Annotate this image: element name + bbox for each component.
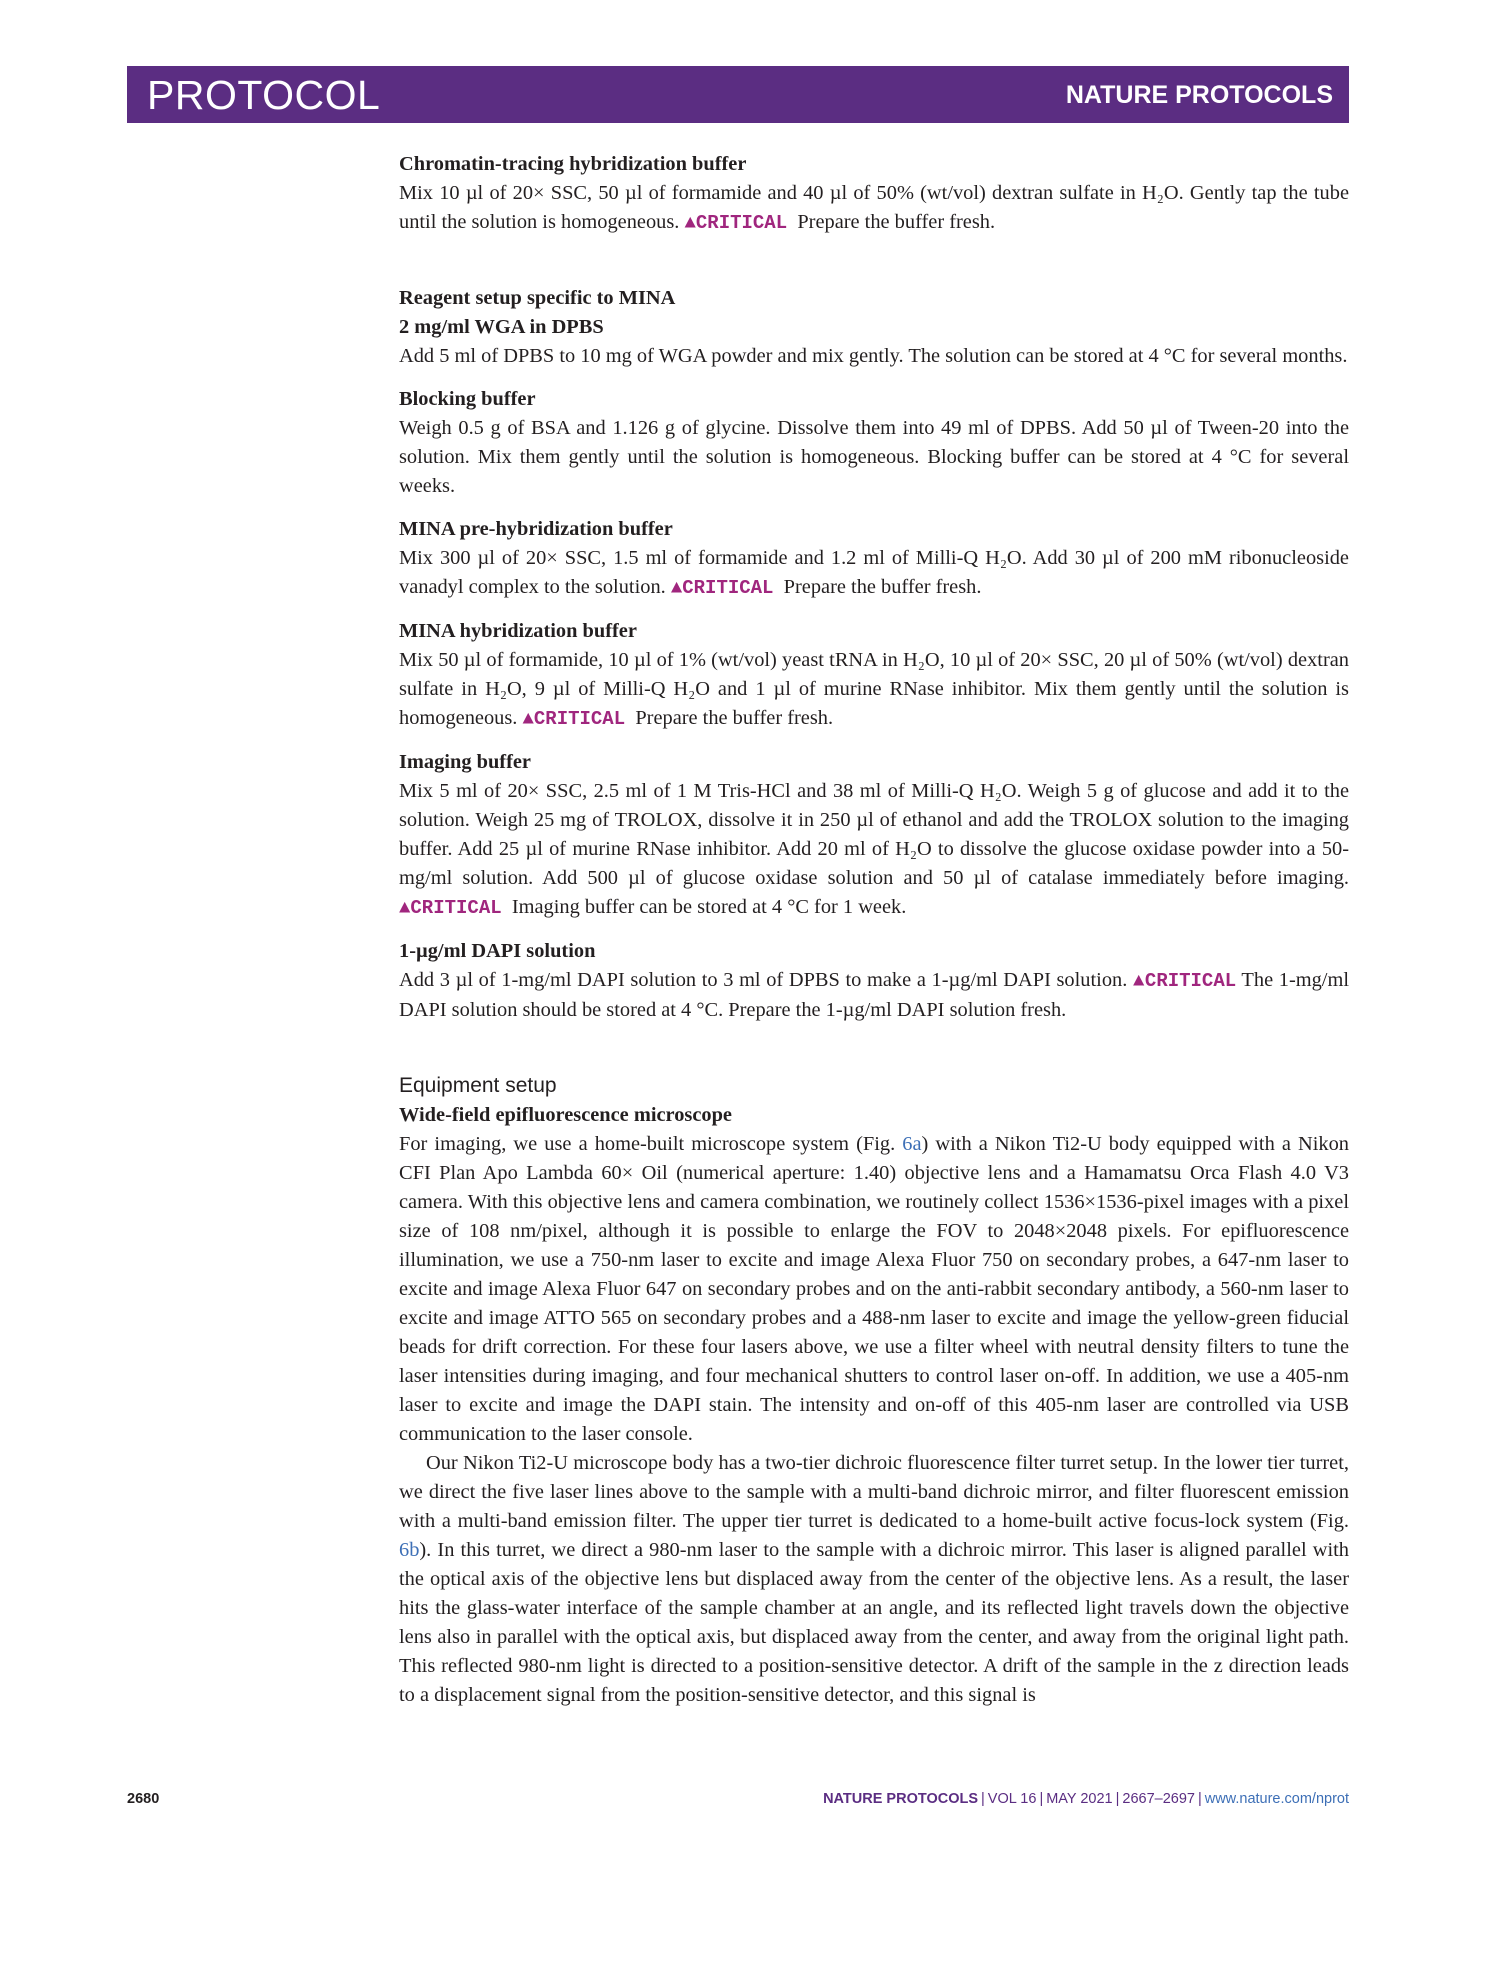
fig-6b-link[interactable]: 6b <box>399 1539 420 1561</box>
dapi-paragraph: Add 3 µl of 1-mg/ml DAPI solution to 3 ml of DPBS to make a 1-µg/ml DAPI solution. ▲CRITICAL The 1-mg/ml DAPI solution should be stored at 4 °C. Prepare the 1-µg/ml DAPI solution fresh. <box>399 969 1349 1021</box>
footer-journal: NATURE PROTOCOLS <box>823 1791 979 1807</box>
critical-label: ▲CRITICAL <box>1132 970 1237 992</box>
imaging-title: Imaging buffer <box>399 751 531 773</box>
page-number: 2680 <box>127 1791 160 1807</box>
footer-volume: VOL 16 <box>987 1791 1037 1807</box>
header-journal-label: NATURE PROTOCOLS <box>1065 81 1333 109</box>
critical-label: ▲CRITICAL <box>399 897 502 919</box>
header-protocol-label: PROTOCOL <box>147 72 381 118</box>
hyb-title: MINA hybridization buffer <box>399 620 637 642</box>
blocking-section <box>399 385 1349 501</box>
blocking-title: Blocking buffer <box>399 388 536 410</box>
equipment-title: Equipment setup <box>399 1074 557 1097</box>
article-body <box>399 150 1349 1710</box>
imaging-section <box>399 748 1349 923</box>
prehyb-title: MINA pre-hybridization buffer <box>399 518 673 540</box>
microscope-paragraph-1: For imaging, we use a home-built microscope system (Fig. 6a) with a Nikon Ti2-U body equipped with a Nikon CFI Plan Apo Lambda 60× Oil (numerical aperture: 1.40) objective lens and a Hamamatsu Orca Flash 4.0 V3 camera. With this objective lens and camera combination, we routinely collect 1536×1536-pixel images with a pixel size of 108 nm/pixel, although it is possible to enlarge the FOV to 2048×2048 pixels. For epifluorescence illumination, we use a 750-nm laser to excite and image Alexa Fluor 750 on secondary probes, a 647-nm laser to excite and image Alexa Fluor 647 on secondary probes and on the anti-rabbit secondary antibody, a 560-nm laser to excite and image ATTO 565 on secondary probes and a 488-nm laser to excite and image the yellow-green fiducial beads for drift correction. For these four lasers above, we use a filter wheel with neutral density filters to tune the laser intensities during imaging, and four mechanical shutters to control laser on-off. In addition, we use a 405-nm laser to excite and image the DAPI stain. The intensity and on-off of this 405-nm laser are controlled via USB communication to the laser console. <box>399 1133 1349 1445</box>
hyb-paragraph: Mix 50 µl of formamide, 10 µl of 1% (wt/vol) yeast tRNA in H₂O, 10 µl of 20× SSC, 20 µl of 50% (wt/vol) dextran sulfate in H₂O, 9 µl of Milli-Q H₂O and 1 µl of murine RNase inhibitor. Mix them gently until the solution is homogeneous. ▲CRITICAL Prepare the buffer fresh. <box>399 649 1349 730</box>
dapi-title: 1-µg/ml DAPI solution <box>399 940 596 962</box>
citation: NATURE PROTOCOLS | VOL 16 | MAY 2021 | 2667–2697 | www.nature.com/nprot <box>823 1791 1349 1807</box>
dapi-section <box>399 937 1349 1025</box>
footer-pages: 2667–2697 <box>1122 1791 1195 1807</box>
chromatin-section <box>399 150 1349 238</box>
wga-paragraph: Add 5 ml of DPBS to 10 mg of WGA powder and mix gently. The solution can be stored at 4 °C for several months. <box>399 345 1348 367</box>
blocking-paragraph: Weigh 0.5 g of BSA and 1.126 g of glycine. Dissolve them into 49 ml of DPBS. Add 50 µl of Tween-20 into the solution. Mix them gently until the solution is homogeneous. Blocking buffer can be stored at 4 °C for several weeks. <box>399 417 1349 497</box>
critical-label: ▲CRITICAL <box>522 708 626 730</box>
reagent-mina-title: Reagent setup specific to MINA <box>399 287 676 309</box>
wga-title: 2 mg/ml WGA in DPBS <box>399 316 604 338</box>
footer-url-link[interactable]: www.nature.com/nprot <box>1204 1791 1349 1807</box>
page-header <box>127 66 1349 123</box>
equipment-section <box>399 1071 1349 1710</box>
footer-date: MAY 2021 <box>1046 1791 1113 1807</box>
chromatin-title: Chromatin-tracing hybridization buffer <box>399 153 747 175</box>
wga-section <box>399 284 1349 371</box>
critical-label: ▲CRITICAL <box>670 577 774 599</box>
critical-label: ▲CRITICAL <box>684 212 788 234</box>
microscope-title: Wide-field epifluorescence microscope <box>399 1104 732 1126</box>
chromatin-paragraph: Mix 10 µl of 20× SSC, 50 µl of formamide and 40 µl of 50% (wt/vol) dextran sulfate in H₂O. Gently tap the tube until the solution is homogeneous. ▲CRITICAL Prepare the buffer fresh. <box>399 182 1349 234</box>
fig-6a-link[interactable]: 6a <box>902 1133 922 1155</box>
prehyb-section <box>399 515 1349 603</box>
microscope-paragraph-2: Our Nikon Ti2-U microscope body has a two-tier dichroic fluorescence filter turret setup. In the lower tier turret, we direct the five laser lines above to the sample with a multi-band dichroic mirror, and filter fluorescent emission with a multi-band emission filter. The upper tier turret is dedicated to a home-built active focus-lock system (Fig. 6b). In this turret, we direct a 980-nm laser to the sample with a dichroic mirror. This laser is aligned parallel with the optical axis of the objective lens but displaced away from the center of the objective lens. As a result, the laser hits the glass-water interface of the sample chamber at an angle, and its reflected light travels down the objective lens also in parallel with the optical axis, but displaced away from the center, and away from the original light path. This reflected 980-nm light is directed to a position-sensitive detector. A drift of the sample in the z direction leads to a displacement signal from the position-sensitive detector, and this signal is <box>399 1452 1349 1706</box>
hyb-section <box>399 617 1349 734</box>
imaging-paragraph: Mix 5 ml of 20× SSC, 2.5 ml of 1 M Tris-HCl and 38 ml of Milli-Q H₂O. Weigh 5 g of glucose and add it to the solution. Weigh 25 mg of TROLOX, dissolve it in 250 µl of ethanol and add the TROLOX solution to the imaging buffer. Add 25 µl of murine RNase inhibitor. Add 20 ml of H₂O to dissolve the glucose oxidase powder into a 50-mg/ml solution. Add 500 µl of glucose oxidase solution and 50 µl of catalase immediately before imaging. ▲CRITICAL Imaging buffer can be stored at 4 °C for 1 week. <box>399 780 1349 919</box>
page-footer <box>127 1791 1349 1817</box>
prehyb-paragraph: Mix 300 µl of 20× SSC, 1.5 ml of formamide and 1.2 ml of Milli-Q H₂O. Add 30 µl of 200 mM ribonucleoside vanadyl complex to the solution. ▲CRITICAL Prepare the buffer fresh. <box>399 547 1349 599</box>
